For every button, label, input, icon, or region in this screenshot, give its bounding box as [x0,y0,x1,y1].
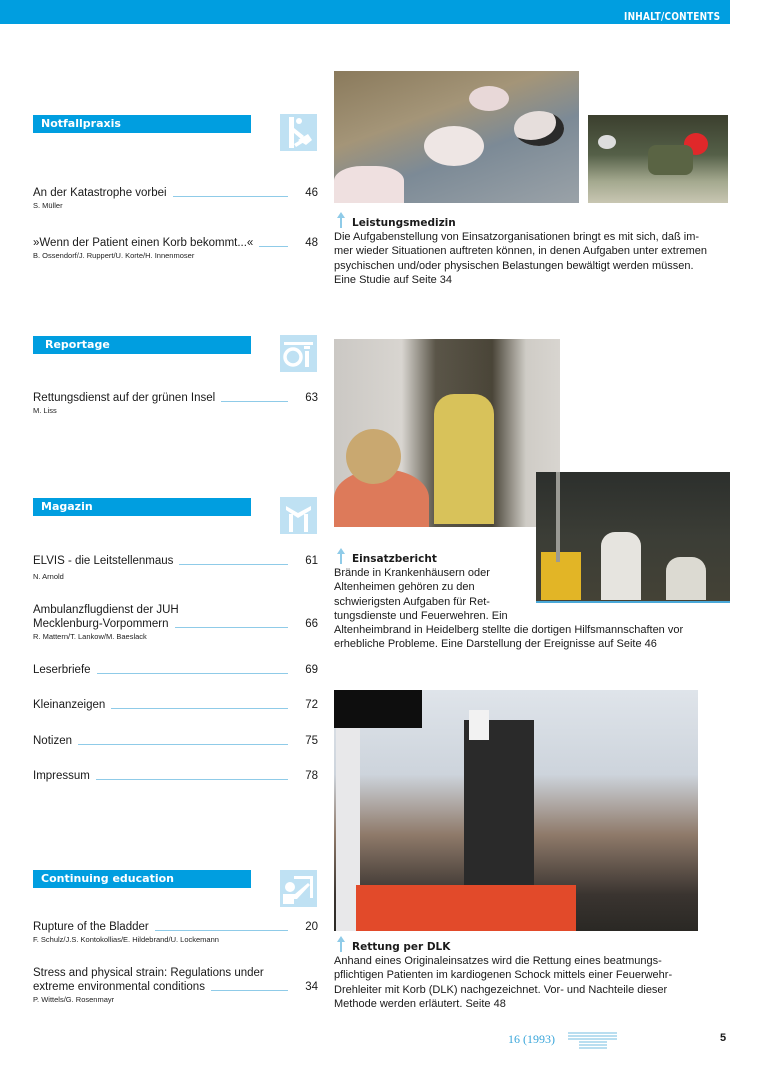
toc-entry-title: Impressum [33,770,90,782]
feature-caption-leistungsmedizin [334,216,707,287]
feature-caption-einsatzbericht [334,552,683,651]
feature-text-line: Methode werden erläutert. Seite 48 [334,997,506,1010]
emergency-rescue-icon [280,114,317,151]
leader-line [221,401,288,402]
feature-text-line: psychischen und/oder physischen Belastungen bewältigt werden müssen. [334,259,694,272]
feature-text-line: erhebliche Probleme. Eine Darstellung der Ereignisse auf Seite 46 [334,638,657,651]
feature-text-line: Anhand eines Originaleinsatzes wird die Rettung eines beatmungs- [334,955,662,968]
toc-page-number: 78 [305,770,318,782]
feature-heading: Rettung per DLK [352,941,451,953]
toc-entry-title: Rettungsdienst auf der grünen Insel [33,392,216,404]
toc-page-number: 72 [305,699,318,711]
leader-line [179,564,288,565]
toc-page-number: 34 [305,981,318,993]
photo-rescuers-in-water [334,71,579,203]
leader-line [97,673,288,674]
toc-page-number: 20 [305,921,318,933]
leader-line [173,196,288,197]
toc-entry[interactable] [33,734,318,748]
section-header-continuing-education: Continuing education [33,870,251,888]
leader-line [175,627,288,628]
toc-entry[interactable] [33,186,318,211]
section-header-notfallpraxis: Notfallpraxis [33,115,251,133]
toc-entry-title-line-2: extreme environmental conditions [33,981,205,993]
arrow-up-icon [337,548,345,564]
leader-line [96,779,288,780]
feature-text-line: Eine Studie auf Seite 34 [334,273,453,286]
toc-entry[interactable] [33,966,318,1005]
magazine-m-icon [280,497,317,534]
toc-entry[interactable] [33,603,318,642]
camera-icon [280,335,317,372]
toc-entry-title: ELVIS - die Leitstellenmaus [33,555,174,567]
toc-entry-title: »Wenn der Patient einen Korb bekommt...« [33,237,254,249]
toc-entry-title-line-2: Mecklenburg-Vorpommern [33,618,169,630]
feature-text-line: Altenheimen gehören zu den [334,581,475,594]
photo-helmeted-rescuer-treating-patient [588,115,728,203]
toc-entry[interactable] [33,769,318,783]
toc-entry-authors: M. Liss [33,406,57,415]
feature-text-line: Drehleiter mit Korb (DLK) nachgezeichnet. Vor- und Nachteile dieser [334,983,668,996]
toc-page-number: 46 [305,187,318,199]
header-title: INHALT/CONTENTS [623,11,720,23]
arrow-up-icon [337,212,345,228]
toc-page-number: 69 [305,664,318,676]
toc-entry[interactable] [33,391,318,416]
section-header-reportage: Reportage [33,336,251,354]
feature-heading: Leistungsmedizin [352,217,456,229]
toc-entry[interactable] [33,663,318,677]
toc-entry-authors: N. Arnold [33,572,64,581]
feature-text-line: mer wieder Situationen auftreten können, in denen Aufgaben unter extremen [334,245,708,258]
toc-entry-authors: R. Mattern/T. Lankow/M. Baeslack [33,632,147,641]
feature-text-line: Altenheimbrand in Heidelberg stellte die dortigen Hilfsmannschaften vor [334,624,684,637]
toc-page-number: 66 [305,618,318,630]
leader-line [111,708,288,709]
toc-entry-authors: F. Schulz/J.S. Kontokollias/E. Hildebrand/U. Lockemann [33,935,219,944]
section-header-magazin: Magazin [33,498,251,516]
leader-line [78,744,288,745]
page-number: 5 [720,1032,727,1044]
arrow-up-icon [337,936,345,952]
toc-entry[interactable] [33,554,318,582]
toc-page-number: 75 [305,735,318,747]
feature-text-line: schwierigsten Aufgaben für Ret- [334,595,490,608]
leader-line [155,930,288,931]
feature-text-line: Brände in Krankenhäusern oder [334,567,490,580]
toc-page-number: 61 [305,555,318,567]
toc-entry-authors: B. Ossendorf/J. Ruppert/U. Korte/H. Innenmoser [33,251,195,260]
toc-entry-title-line-1: Ambulanzflugdienst der JUH [33,604,179,616]
toc-entry-title: An der Katastrophe vorbei [33,187,167,199]
toc-entry-title: Rupture of the Bladder [33,921,149,933]
toc-entry-title: Kleinanzeigen [33,699,106,711]
toc-entry-authors: P. Wittels/G. Rosenmayr [33,995,115,1004]
toc-page-number: 63 [305,392,318,404]
toc-page-number: 48 [305,237,318,249]
issue-number: 16 (1993) [508,1032,555,1046]
header-bar [0,0,730,24]
toc-entry-title-line-1: Stress and physical strain: Regulations under [33,967,264,979]
toc-entry-title: Leserbriefe [33,664,91,676]
photo-elevator-evacuation [334,339,560,527]
toc-entry[interactable] [33,698,318,712]
rettungsdienst-logo [567,1031,619,1049]
photo-turntable-ladder-rescue [334,690,698,931]
feature-heading: Einsatzbericht [352,553,437,565]
leader-line [211,990,288,991]
toc-entry[interactable] [33,920,318,945]
leader-line [259,246,288,247]
toc-entry[interactable] [33,236,318,261]
feature-text-line: tungsdienste und Feuerwehren. Ein [334,609,508,622]
feature-text-line: Die Aufgabenstellung von Einsatzorganisationen bringt es mit sich, daß im- [334,231,700,244]
feature-text-line: pflichtigen Patienten im kardiogenen Schock mittels einer Feuerwehr- [334,969,673,982]
toc-entry-title: Notizen [33,735,72,747]
toc-entry-authors: S. Müller [33,201,63,210]
teacher-board-icon [280,870,317,907]
feature-caption-rettung-per-dlk [334,940,672,1011]
